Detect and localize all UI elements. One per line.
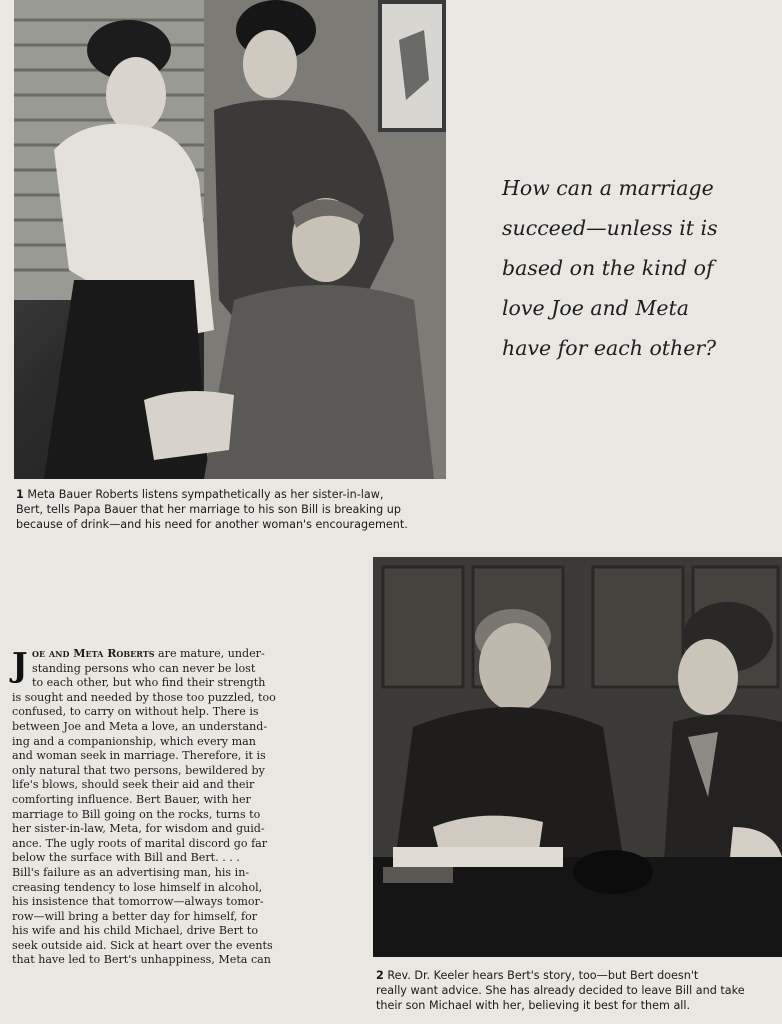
caption-line: Rev. Dr. Keeler hears Bert's story, too—but Bert doesn't (387, 969, 699, 982)
article-line: ing and a companionship, which every man (12, 734, 256, 748)
pull-quote-line: have for each other? (502, 336, 717, 360)
caption-line: because of drink—and his need for another woman's encouragement. (16, 518, 408, 531)
article-lead: oe and Meta Roberts (32, 647, 155, 660)
photo2-illustration (373, 557, 782, 957)
article-dropcap: J (12, 645, 28, 684)
caption-line: their son Michael with her, believing it best for them all. (376, 999, 691, 1012)
article-line: marriage to Bill going on the rocks, turns to (12, 807, 261, 821)
pull-quote-line: based on the kind of (502, 256, 714, 280)
article-line: ance. The ugly roots of marital discord go far (12, 836, 268, 850)
pull-quote (502, 168, 762, 368)
photo-meta-bert-papa-bauer (14, 0, 446, 479)
caption-line: really want advice. She has already decided to leave Bill and take (376, 984, 745, 997)
pull-quote-line: How can a marriage (502, 176, 714, 200)
caption-line: Bert, tells Papa Bauer that her marriage to his son Bill is breaking up (16, 503, 401, 516)
article-line: are mature, under- (154, 647, 265, 660)
article-line: comforting influence. Bert Bauer, with her (12, 792, 251, 806)
article-line: life's blows, should seek their aid and their (12, 778, 255, 792)
article-line: seek outside aid. Sick at heart over the events (12, 938, 273, 952)
caption-number: 1 (16, 488, 24, 501)
photo1-caption (16, 487, 408, 532)
caption-number: 2 (376, 969, 384, 982)
photo2-caption (376, 968, 745, 1013)
article-line: row—will bring a better day for himself, for (12, 909, 258, 923)
article-line: her sister-in-law, Meta, for wisdom and guid- (12, 822, 265, 836)
article-line: is sought and needed by those too puzzled, too (12, 690, 276, 704)
pull-quote-line: succeed—unless it is (502, 216, 718, 240)
article-line: his insistence that tomorrow—always tomor- (12, 895, 264, 909)
pull-quote-line: love Joe and Meta (502, 296, 689, 320)
caption-line: Meta Bauer Roberts listens sympathetically as her sister-in-law, (27, 488, 384, 501)
photo-rev-keeler-bert (373, 557, 782, 957)
article-line: standing persons who can never be lost (32, 661, 256, 675)
article-line: that have led to Bert's unhappiness, Meta can (12, 953, 271, 967)
article-line: confused, to carry on without help. There is (12, 705, 259, 719)
article-line: only natural that two persons, bewildered by (12, 763, 265, 777)
article-body (12, 647, 294, 968)
article-line: and woman seek in marriage. Therefore, it is (12, 749, 266, 763)
article-line: Bill's failure as an advertising man, his in- (12, 865, 250, 879)
article-line: his wife and his child Michael, drive Bert to (12, 924, 259, 938)
desk (373, 847, 782, 957)
article-line: below the surface with Bill and Bert. . . . (12, 851, 240, 865)
article-line: between Joe and Meta a love, an understand- (12, 719, 268, 733)
photo1-illustration (14, 0, 446, 479)
article-line: to each other, but who find their strength (32, 676, 266, 690)
article-line: creasing tendency to lose himself in alcohol, (12, 880, 263, 894)
